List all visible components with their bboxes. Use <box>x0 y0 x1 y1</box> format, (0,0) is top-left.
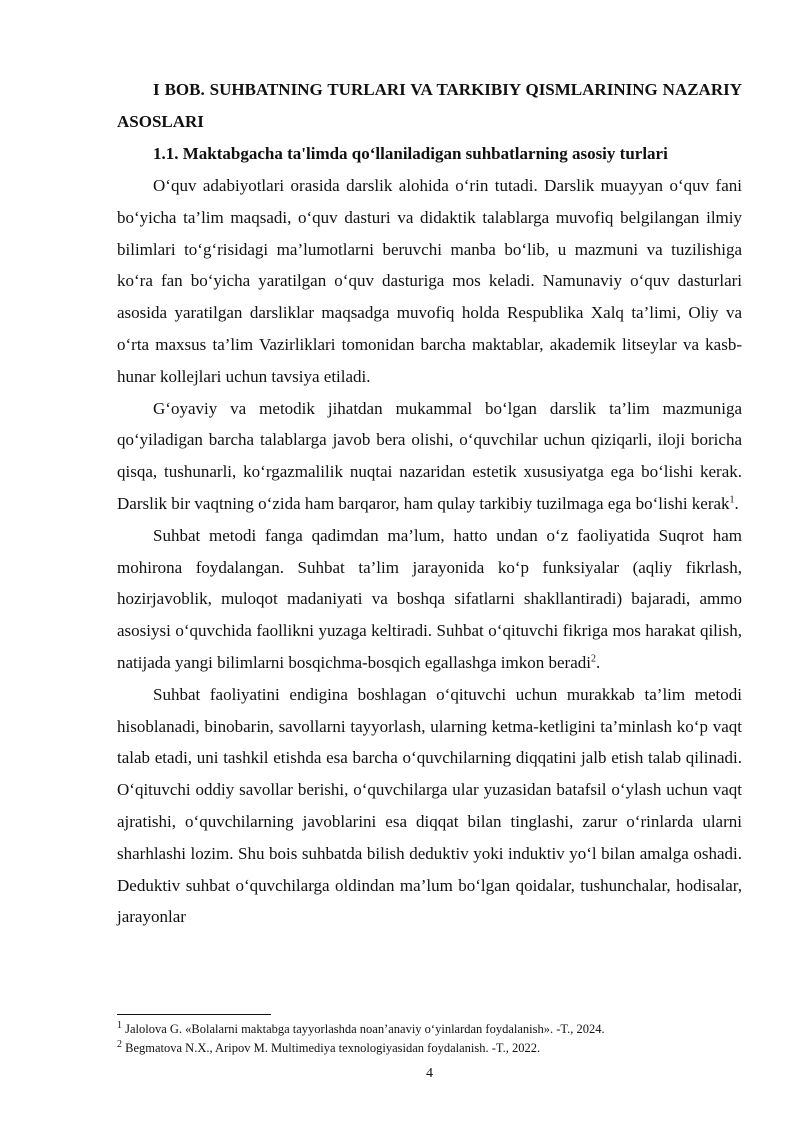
footnote-ref-2[interactable]: 2 <box>590 653 596 665</box>
chapter-title: I BOB. SUHBATNING TURLARI VA TARKIBIY QISMLARINING NAZARIY ASOSLARI <box>117 80 742 131</box>
paragraph-4: Suhbat faoliyatini endigina boshlagan o‘qituvchi uchun murakkab ta’lim metodi hisoblanadi, binobarin, savollarni tayyorlash, ularning ketma-ketligini ta’minlash ko‘p vaqt talab etadi, uni tashkil etishda esa barcha o‘quvchilarning diqqatini jalb etish talab qilinadi. O‘qituvchi oddiy savollar berishi, o‘quvchilarga ular yuzasidan batafsil o‘ylash uchun vaqt ajratishi, o‘quvchilarning javoblarini esa diqqat bilan tinglashi, zarur o‘rinlarda ularni sharhlashi lozim. Shu bois suhbatda bilish deduktiv yoki induktiv yo‘l bilan amalga oshadi. Deduktiv suhbat o‘quvchilarga oldindan ma’lum bo‘lgan qoidalar, tushunchalar, hodisalar, jarayonlar <box>117 684 742 927</box>
paragraph-1: O‘quv adabiyotlari orasida darslik alohida o‘rin tutadi. Darslik muayyan o‘quv fani bo‘yicha ta’lim maqsadi, o‘quv dasturi va didaktik talablarga muvofiq belgilangan ilmiy bilimlari to‘g‘risidagi ma’lumotlarni beruvchi manba bo‘lib, u mazmuni va tuzilishiga ko‘ra fan bo‘yicha yaratilgan o‘quv dasturiga mos keladi. Namunaviy o‘quv dasturlari asosida yaratilgan darsliklar maqsadga muvofiq holda Respublika Xalq ta’limi, Oliy va o‘rta maxsus ta’lim Vazirliklari tomonidan barcha maktablar, akademik litseylar va kasb-hunar kollejlari uchun tavsiya etiladi. <box>117 176 742 386</box>
paragraph-3: Suhbat metodi fanga qadimdan ma’lum, hatto undan o‘z faoliyatida Suqrot ham mohirona foydalangan. Suhbat ta’lim jarayonida ko‘p funksiyalar (aqliy fikrlash, hozirjavoblik, muloqot madaniyati va boshqa sifatlarni shakllantiradi) bajaradi, ammo asosiysi o‘quvchida faollikni yuzaga keltiradi. Suhbat o‘qituvchi fikriga mos harakat qilish, natijada yangi bilimlarni bosqichma-bosqich egallashga imkon beradi$^2$. <box>117 525 742 672</box>
page-number: 4 <box>426 1066 433 1081</box>
section-title: 1.1. Maktabgacha ta'limda qo‘llaniladigan suhbatlarning asosiy turlari <box>153 144 668 163</box>
footnote-2: $^2$ Begmatova N.X., Aripov M. Multimediya texnologiyasidan foydalanish. -T., 2022. <box>117 1038 541 1055</box>
footnote-divider <box>117 1014 271 1015</box>
footnotes <box>117 1020 742 1058</box>
paragraph-2: G‘oyaviy va metodik jihatdan mukammal bo‘lgan darslik ta’lim mazmuniga qo‘yiladigan barcha talablarga javob bera olishi, o‘quvchilar uchun qiziqarli, iloji boricha qisqa, tushunarli, ko‘rgazmalilik nuqtai nazaridan estetik xususiyatga ega bo‘lishi kerak. Darslik bir vaqtning o‘zida ham barqaror, ham qulay tarkibiy tuzilmaga ega bo‘lishi kerak$^1$. <box>117 398 742 513</box>
footnote-ref-1[interactable]: 1 <box>729 494 735 506</box>
footnote-1: $^1$ Jalolova G. «Bolalarni maktabga tayyorlashda noan’anaviy o‘yinlardan foydalanish». -T., 2024. <box>117 1019 605 1036</box>
